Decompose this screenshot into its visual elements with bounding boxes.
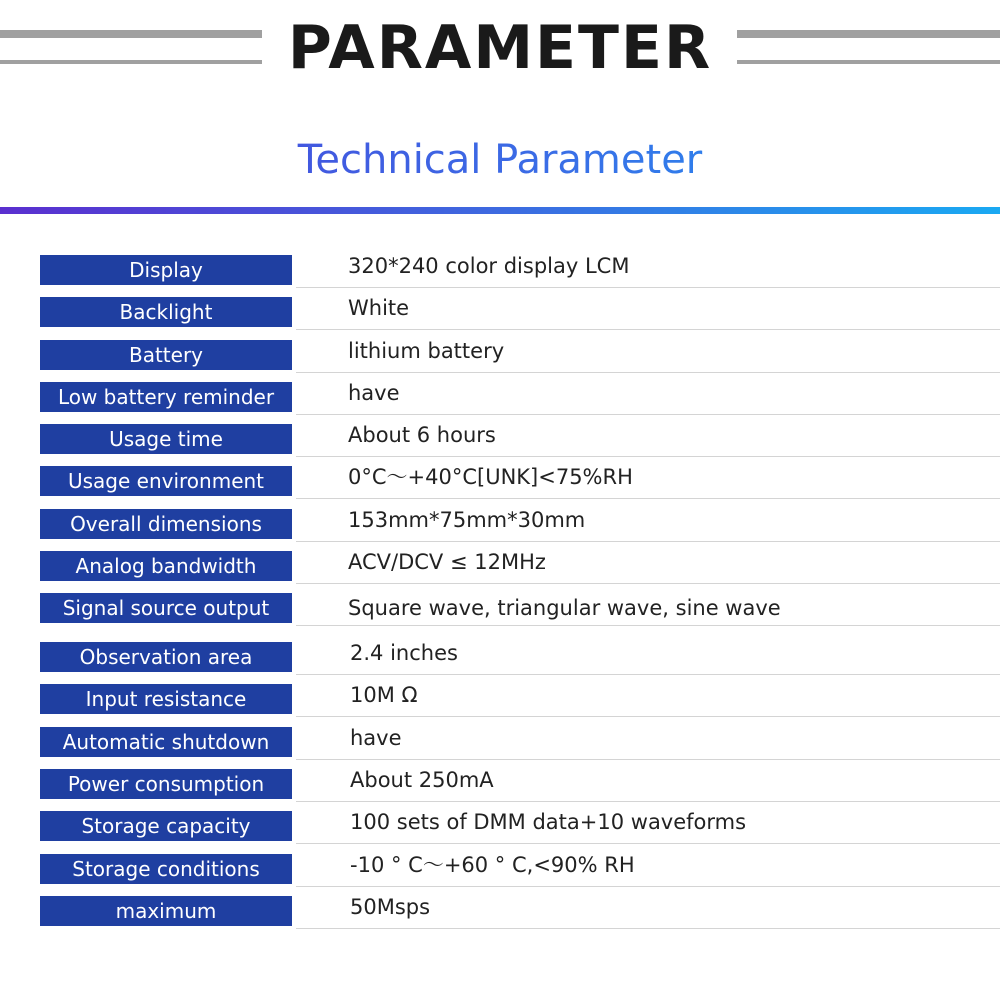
- row-divider: [296, 886, 1000, 887]
- row-label: Usage environment: [40, 466, 292, 496]
- row-label: maximum: [40, 896, 292, 926]
- row-label: Low battery reminder: [40, 382, 292, 412]
- section-title: Technical Parameter: [0, 132, 1000, 188]
- row-label: Power consumption: [40, 769, 292, 799]
- row-label: Backlight: [40, 297, 292, 327]
- row-value: 153mm*75mm*30mm: [348, 508, 586, 532]
- row-value: -10 ° C～+60 ° C,<90% RH: [350, 853, 635, 877]
- row-label: Input resistance: [40, 684, 292, 714]
- row-value: have: [348, 381, 400, 405]
- row-divider: [296, 287, 1000, 288]
- row-value: lithium battery: [348, 339, 505, 363]
- row-value: have: [350, 726, 402, 750]
- row-value: 2.4 inches: [350, 641, 458, 665]
- row-label: Overall dimensions: [40, 509, 292, 539]
- row-divider: [296, 329, 1000, 330]
- row-divider: [296, 928, 1000, 929]
- row-value: About 6 hours: [348, 423, 496, 447]
- row-divider: [296, 843, 1000, 844]
- row-value: ACV/DCV ≤ 12MHz: [348, 550, 546, 574]
- row-label: Analog bandwidth: [40, 551, 292, 581]
- row-divider: [296, 801, 1000, 802]
- row-value: Square wave, triangular wave, sine wave: [348, 596, 781, 620]
- row-divider: [296, 625, 1000, 626]
- row-value: 0°C～+40°C[UNK]<75%RH: [348, 465, 633, 489]
- page-title: PARAMETER: [287, 13, 713, 83]
- row-divider: [296, 583, 1000, 584]
- row-label: Signal source output: [40, 593, 292, 623]
- row-value: About 250mA: [350, 768, 494, 792]
- row-value: 10M Ω: [350, 683, 418, 707]
- row-divider: [296, 456, 1000, 457]
- row-label: Storage conditions: [40, 854, 292, 884]
- row-divider: [296, 716, 1000, 717]
- row-label: Battery: [40, 340, 292, 370]
- row-divider: [296, 372, 1000, 373]
- row-value: 100 sets of DMM data+10 waveforms: [350, 810, 747, 834]
- row-divider: [296, 541, 1000, 542]
- row-value: White: [348, 296, 410, 320]
- row-value: 50Msps: [350, 895, 431, 919]
- row-divider: [296, 498, 1000, 499]
- row-value: 320*240 color display LCM: [348, 254, 630, 278]
- row-divider: [296, 674, 1000, 675]
- row-label: Automatic shutdown: [40, 727, 292, 757]
- row-label: Usage time: [40, 424, 292, 454]
- row-divider: [296, 759, 1000, 760]
- row-label: Display: [40, 255, 292, 285]
- row-label: Observation area: [40, 642, 292, 672]
- row-divider: [296, 414, 1000, 415]
- row-label: Storage capacity: [40, 811, 292, 841]
